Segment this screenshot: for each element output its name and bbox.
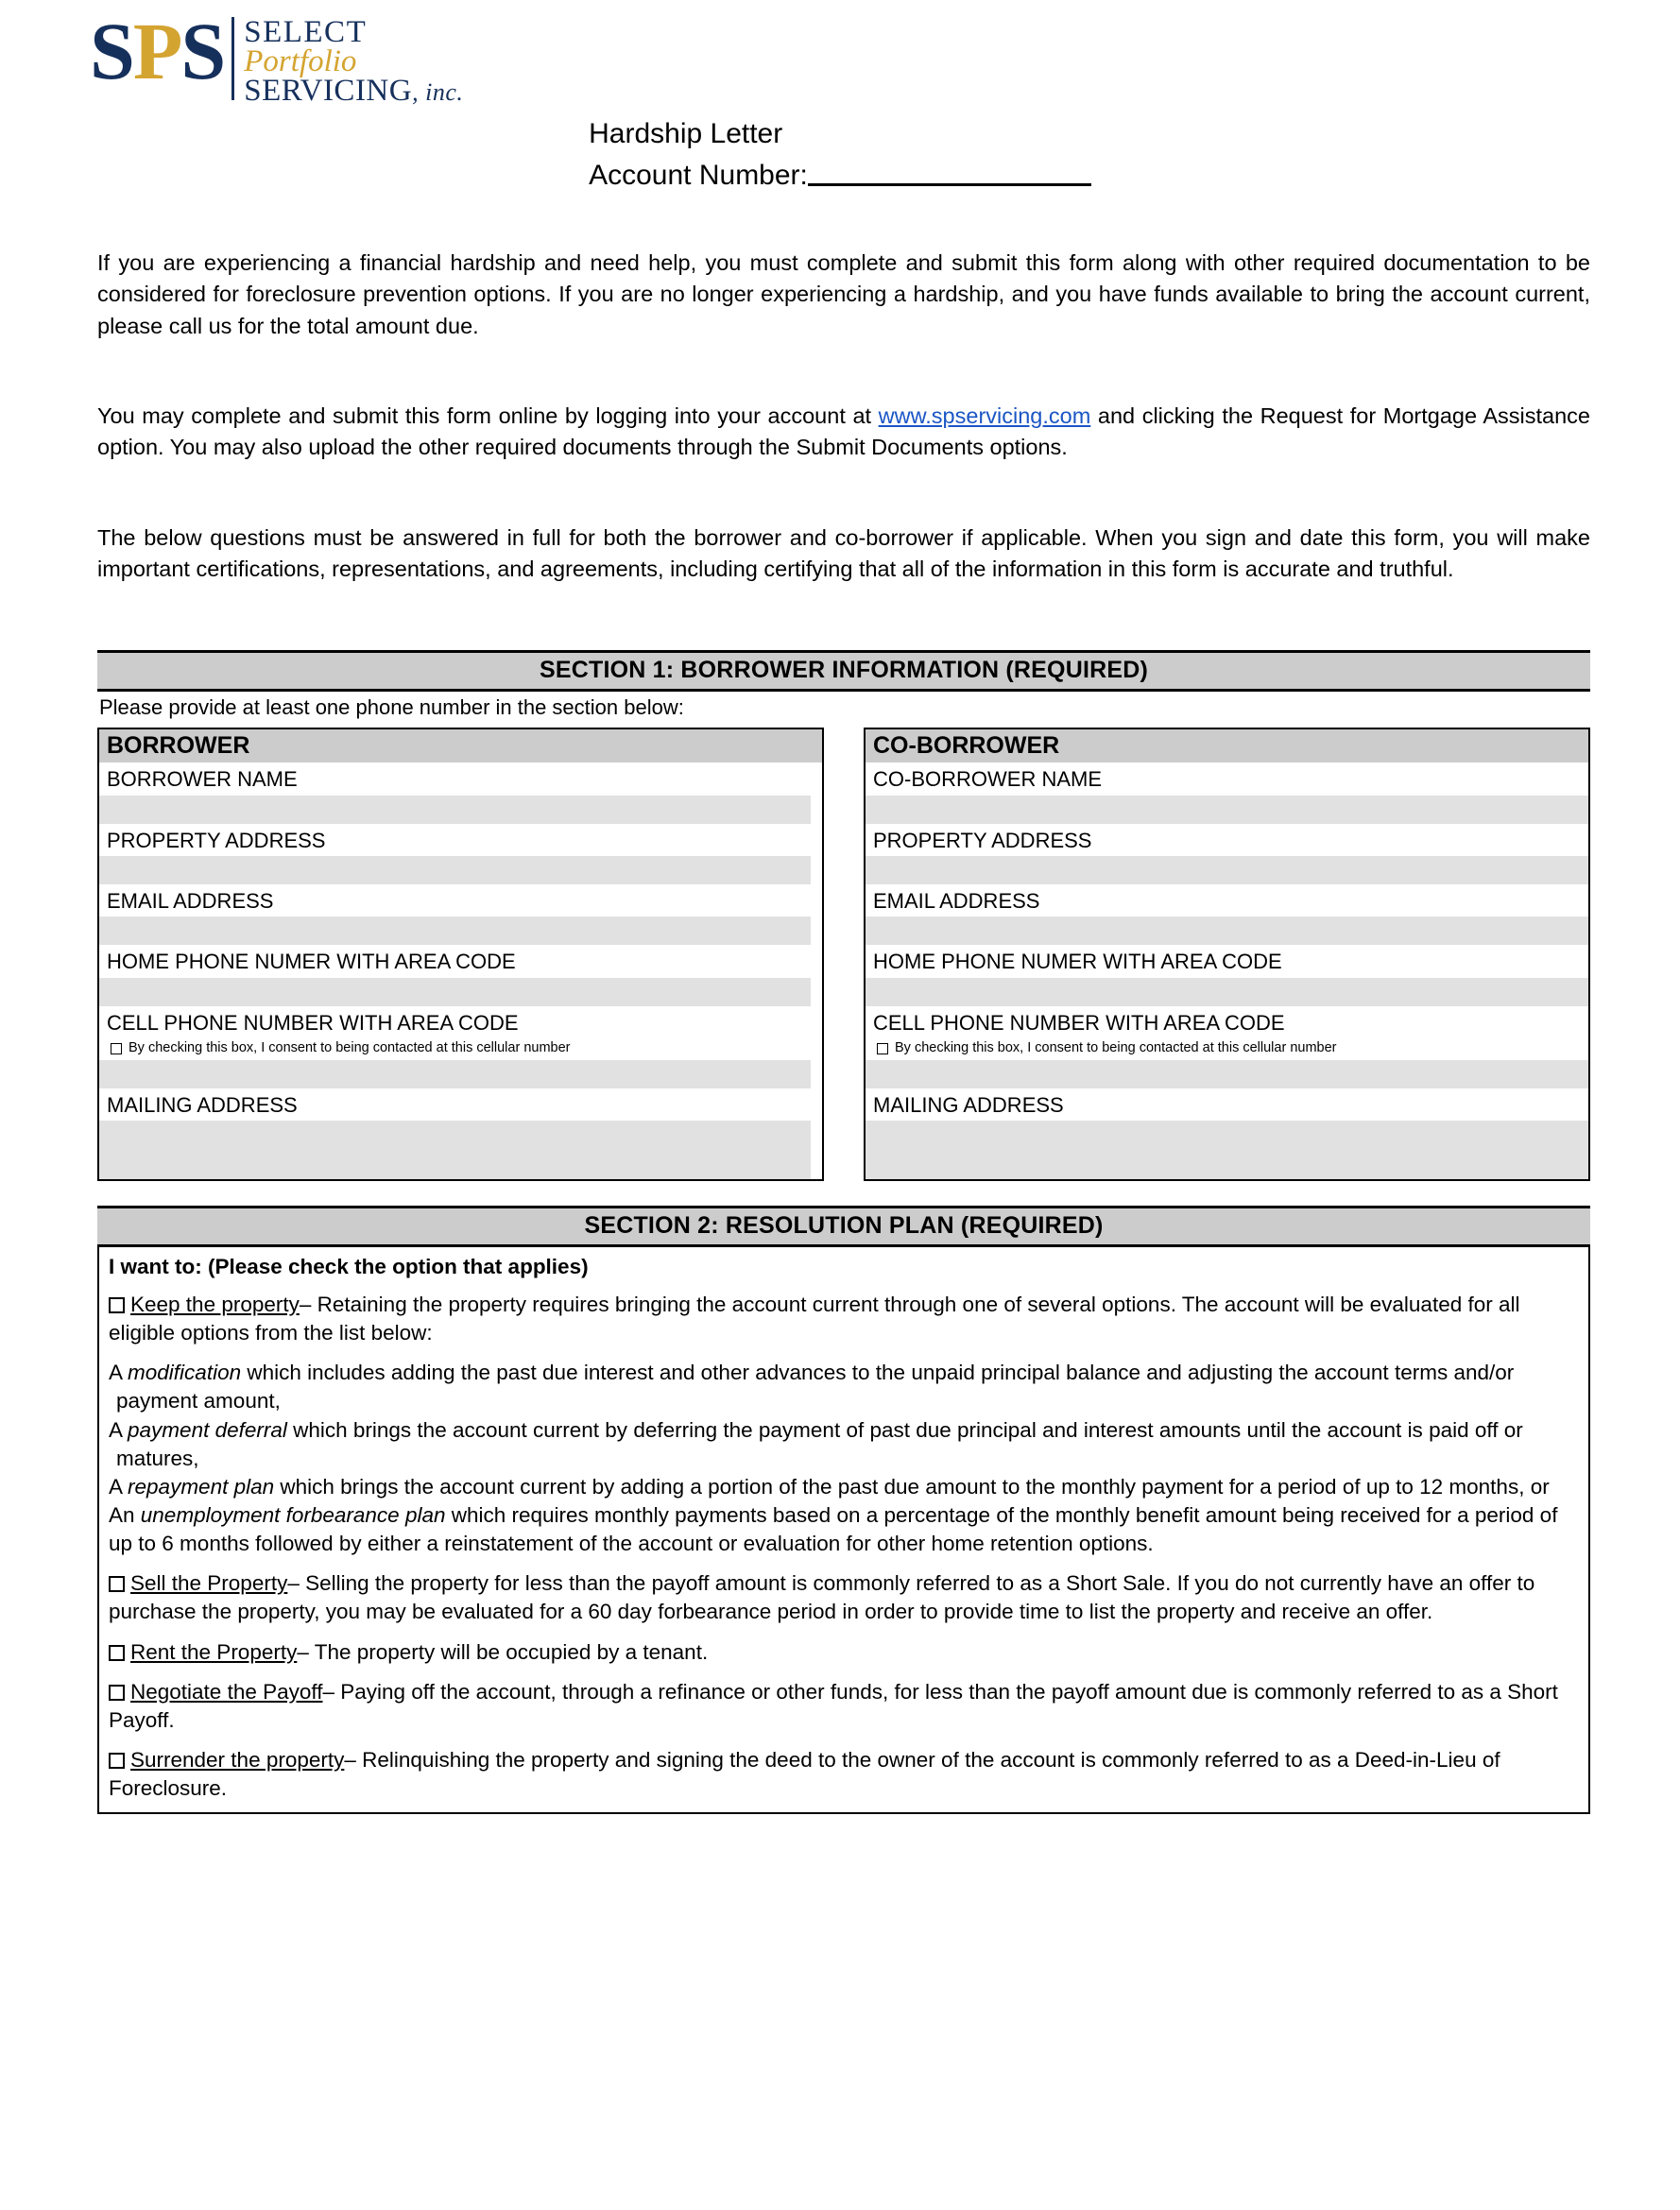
- logo-divider: [231, 17, 234, 100]
- option-negotiate-payoff[interactable]: [109, 1678, 1579, 1735]
- keep-sub3-pre: A: [109, 1474, 129, 1499]
- keep-sub2-post: which brings the account current by deferring the payment of past due principal and interest amounts until the account is paid off or: [286, 1417, 1523, 1442]
- page-title: Hardship Letter: [589, 118, 783, 149]
- coborrower-cell-phone-label: CELL PHONE NUMBER WITH AREA CODE: [866, 1006, 1588, 1038]
- intro-p2-before: You may complete and submit this form online by logging into your account at: [97, 403, 879, 429]
- borrower-cell-consent-label: By checking this box, I consent to being contacted at this cellular number: [129, 1040, 571, 1056]
- coborrower-email-label: EMAIL ADDRESS: [866, 884, 1588, 917]
- keep-sub4-post: which requires monthly payments based on a percentage of the monthly benefit amount being received for a period of up to 6 months followed by either a reinstatement of the account or evaluation for other home retention options.: [109, 1502, 1558, 1556]
- keep-sub-deferral-cont: matures,: [116, 1446, 199, 1470]
- borrower-email-input[interactable]: [99, 917, 811, 945]
- borrower-panels: [97, 728, 1590, 1181]
- borrower-cell-consent-row[interactable]: [99, 1038, 822, 1059]
- account-number-label: Account Number:: [589, 159, 808, 191]
- checkbox-icon[interactable]: [109, 1576, 125, 1592]
- coborrower-name-input[interactable]: [866, 796, 1588, 824]
- document-title-block: [0, 113, 1680, 196]
- keep-sub1-post: which includes adding the past due interest and other advances to the unpaid principal balance and adjusting the account terms and/or: [241, 1361, 1515, 1385]
- checkbox-icon[interactable]: [109, 1645, 125, 1661]
- option-rent-property[interactable]: [109, 1638, 1579, 1667]
- logo-word-select: SELECT: [244, 15, 368, 49]
- keep-sub-modification: [109, 1359, 1579, 1387]
- coborrower-cell-consent-label: By checking this box, I consent to being contacted at this cellular number: [895, 1040, 1337, 1056]
- coborrower-property-address-label: PROPERTY ADDRESS: [866, 824, 1588, 856]
- logo-word-servicing: [244, 76, 463, 107]
- option-rent-property-text: – The property will be occupied by a tenant.: [297, 1639, 709, 1664]
- borrower-property-address-input[interactable]: [99, 856, 811, 884]
- intro-paragraph-3: The below questions must be answered in full for both the borrower and co-borrower if applicable. When you sign and date this form, you will make important certifications, representations, and agreements, including certifying that all of the information in this form is accurate and truthful.: [97, 524, 1590, 582]
- logo-servicing-text: SERVICING: [244, 74, 413, 108]
- borrower-email-label: EMAIL ADDRESS: [99, 884, 822, 917]
- keep-sub-repayment: [109, 1473, 1579, 1501]
- borrower-property-address-label: PROPERTY ADDRESS: [99, 824, 822, 856]
- sps-logo: [90, 6, 464, 108]
- coborrower-name-label: CO-BORROWER NAME: [866, 762, 1588, 795]
- option-surrender-property[interactable]: [109, 1746, 1579, 1803]
- coborrower-panel-title: CO-BORROWER: [866, 729, 1588, 763]
- logo-letter-p: P: [132, 6, 181, 96]
- coborrower-email-input[interactable]: [866, 917, 1588, 945]
- option-keep-property[interactable]: [109, 1291, 1579, 1558]
- keep-sub4-term: unemployment forbearance plan: [140, 1502, 446, 1527]
- keep-sub1-term: modification: [128, 1361, 242, 1385]
- account-number-row: [589, 155, 1091, 197]
- logo-word-portfolio: Portfolio: [244, 44, 357, 78]
- coborrower-mailing-address-label: MAILING ADDRESS: [866, 1088, 1588, 1121]
- keep-sub2-term: payment deferral: [128, 1417, 287, 1442]
- option-sell-property-title: Sell the Property: [130, 1571, 288, 1596]
- section-1-subnote: Please provide at least one phone number in the section below:: [99, 694, 684, 719]
- checkbox-icon[interactable]: [109, 1685, 125, 1701]
- checkbox-icon[interactable]: [877, 1043, 888, 1054]
- document-body: [97, 248, 1590, 1814]
- option-surrender-property-title: Surrender the property: [130, 1747, 345, 1772]
- logo-letter-s2: S: [180, 6, 225, 96]
- borrower-home-phone-input[interactable]: [99, 978, 811, 1006]
- coborrower-home-phone-label: HOME PHONE NUMER WITH AREA CODE: [866, 945, 1588, 977]
- keep-sub3-post: which brings the account current by adding a portion of the past due amount to the monthly payment for a period of up to 12 months, or: [274, 1474, 1550, 1499]
- borrower-home-phone-label: HOME PHONE NUMER WITH AREA CODE: [99, 945, 822, 977]
- keep-sub2-pre: A: [109, 1417, 129, 1442]
- keep-sub1-pre: A: [109, 1361, 129, 1385]
- borrower-name-input[interactable]: [99, 796, 811, 824]
- option-surrender-property-text: – Relinquishing the property and signing the deed to the owner of the account is commonly referred to as a Deed-in-Lieu of Foreclosure.: [109, 1747, 1500, 1801]
- borrower-panel-title: BORROWER: [99, 729, 822, 763]
- logo-wordmark: [244, 13, 463, 107]
- section-2-body: [97, 1247, 1590, 1814]
- coborrower-panel: [864, 728, 1590, 1181]
- intro-paragraph-1: If you are experiencing a financial hardship and need help, you must complete and submit this form along with other required documentation to be considered for foreclosure prevention options. If you are no longer experiencing a hardship, and you have funds available to bring the account current, please call us for the total amount due.: [97, 250, 1590, 338]
- logo-monogram: [90, 6, 225, 96]
- section-2-lead: I want to: (Please check the option that applies): [109, 1255, 589, 1278]
- borrower-name-label: BORROWER NAME: [99, 762, 822, 795]
- coborrower-mailing-address-input[interactable]: [866, 1121, 1588, 1179]
- account-number-blank[interactable]: [808, 183, 1091, 186]
- intro-paragraph-2: [97, 401, 1590, 464]
- spservicing-link[interactable]: www.spservicing.com: [878, 403, 1091, 429]
- coborrower-cell-consent-row[interactable]: [866, 1038, 1588, 1059]
- keep-sub-deferral: [109, 1416, 1579, 1445]
- keep-sub-unemployment: [109, 1501, 1579, 1558]
- logo-letter-s1: S: [90, 6, 133, 96]
- borrower-cell-phone-input[interactable]: [99, 1060, 811, 1088]
- logo-inc-text: , inc.: [412, 78, 464, 106]
- section-2-header: SECTION 2: RESOLUTION PLAN (REQUIRED): [97, 1206, 1590, 1247]
- borrower-mailing-address-label: MAILING ADDRESS: [99, 1088, 822, 1121]
- borrower-mailing-address-input[interactable]: [99, 1121, 811, 1179]
- option-sell-property-text: – Selling the property for less than the payoff amount is commonly referred to as a Short Sale. If you do not currently have an offer to purchase the property, you may be evaluated for a 60 day forbearance period in order to provide time to list the property and receive an offer.: [109, 1571, 1535, 1624]
- section-2: [97, 1206, 1590, 1814]
- keep-sub3-term: repayment plan: [128, 1474, 275, 1499]
- coborrower-home-phone-input[interactable]: [866, 978, 1588, 1006]
- checkbox-icon[interactable]: [109, 1753, 125, 1769]
- option-keep-property-main: [109, 1291, 1579, 1347]
- page-header: [0, 0, 1680, 191]
- borrower-cell-phone-label: CELL PHONE NUMBER WITH AREA CODE: [99, 1006, 822, 1038]
- option-negotiate-payoff-text: – Paying off the account, through a refinance or other funds, for less than the payoff amount due is commonly referred to as a Short Payoff.: [109, 1679, 1558, 1732]
- borrower-panel: [97, 728, 824, 1181]
- option-keep-property-text: – Retaining the property requires bringing the account current through one of several options. The account will be evaluated for all eligible options from the list below:: [109, 1293, 1520, 1345]
- section-1-header: SECTION 1: BORROWER INFORMATION (REQUIRED): [97, 650, 1590, 692]
- option-rent-property-title: Rent the Property: [130, 1639, 298, 1664]
- option-negotiate-payoff-title: Negotiate the Payoff: [130, 1679, 323, 1704]
- coborrower-property-address-input[interactable]: [866, 856, 1588, 884]
- intro-p2-after: and clicking the Request for Mortgage Assistance option. You may also upload the other required documents through the Submit Documents options.: [97, 403, 1590, 460]
- checkbox-icon[interactable]: [111, 1043, 122, 1054]
- checkbox-icon[interactable]: [109, 1297, 125, 1313]
- keep-sub4-pre: An: [109, 1502, 141, 1527]
- option-keep-property-title: Keep the property: [130, 1293, 300, 1316]
- keep-sub-modification-cont: payment amount,: [116, 1389, 281, 1413]
- coborrower-cell-phone-input[interactable]: [866, 1060, 1588, 1088]
- option-sell-property[interactable]: [109, 1569, 1579, 1626]
